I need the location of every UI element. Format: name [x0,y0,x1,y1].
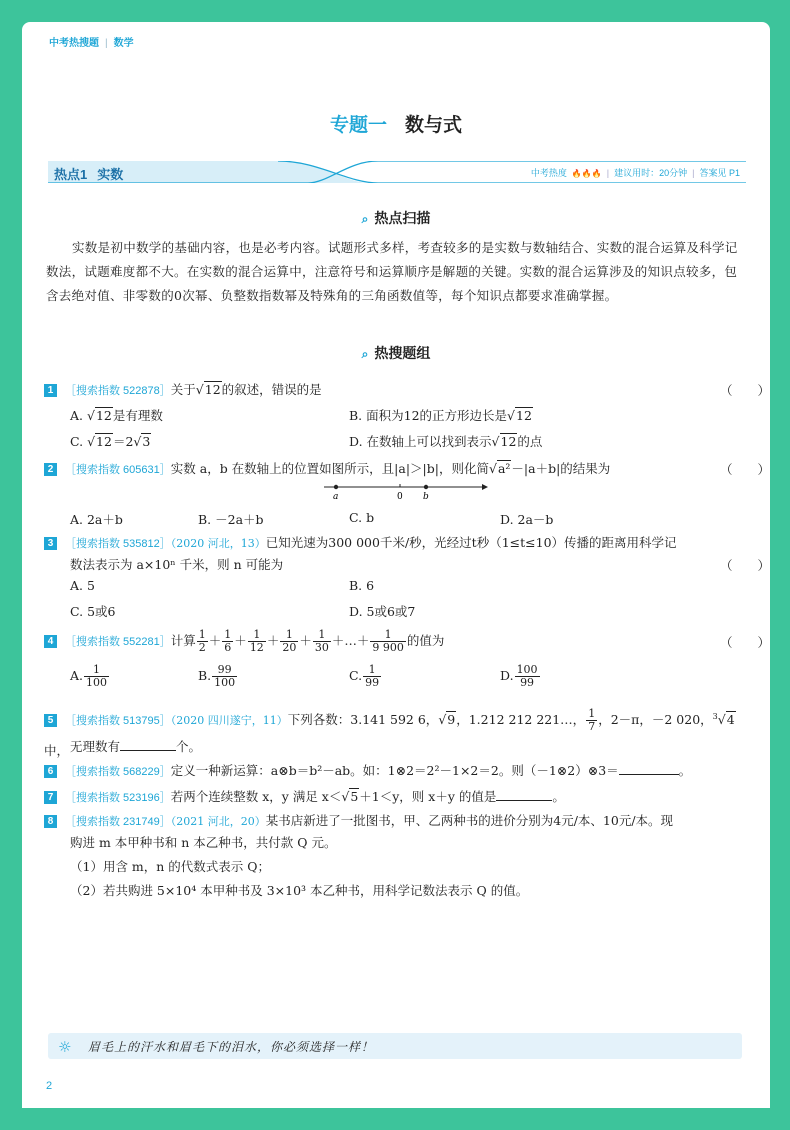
fraction [248,629,266,654]
question-3 [44,532,744,555]
stem-text: 关于 [170,382,196,397]
flame-icon: 🔥🔥🔥 [571,169,602,178]
section-group-title: 热搜题组 [374,345,431,361]
question-number: 4 [44,635,57,648]
hotspot-title [54,164,133,183]
denominator: 20 [282,641,297,654]
option-text: C. [70,434,88,449]
option-text: 的点 [517,434,543,449]
page [22,22,770,1108]
option-text: D. 在数轴上可以找到表示 [349,434,492,449]
numerator: 1 [588,707,596,721]
question-5: 5 ［搜索指数 513795］（2020 四川遂宁，11）下列各数：3.141 592 6，√9，1.212 212 221…， $\frac{1}{7}$ ，2－π，－2 020，$^3$√4中， [44,707,735,759]
question-8-part1: （1）用含 m，n 的代数式表示 Q； [70,859,271,874]
denominator: 99 [365,676,380,689]
axis-label-b: b [423,492,429,502]
denominator: 12 [249,641,264,654]
stem-text: 定义一种新运算：a⊗b＝b²－ab。如：1⊗2＝2²－1×2＝2。则（－1⊗2）⊗3＝ [170,763,619,778]
topic-name: 数与式 [405,115,463,136]
numerator: 1 [248,629,266,642]
section-scan [22,208,770,228]
radicand: a² [497,461,511,476]
option-d: D. 5或6或7 [349,604,416,619]
denominator: 30 [314,641,329,654]
option-b [198,664,238,689]
subject-name: 数学 [113,38,134,49]
fraction [363,664,381,689]
stem-text: 。 [678,763,692,778]
option-text: A. [70,408,87,423]
question-number: 5 [44,714,57,727]
answer-paren: （ ） [720,635,771,650]
time-label: 建议用时：20分钟 [614,168,688,178]
question-3-line2: 数法表示为 a×10ⁿ 千米，则 n 可能为 [70,557,284,572]
radicand: 12 [96,434,112,449]
answer-paren: （ ） [720,558,771,573]
radicand: 12 [95,408,112,423]
answer-paren: （ ） [720,383,771,398]
quote-bar [48,1033,742,1059]
option-letter: B. [198,668,212,683]
sun-icon: ☼ [58,1038,72,1056]
option-a: A. √12是有理数 [70,408,163,423]
answer-blank[interactable] [496,800,552,801]
denominator: 6 [224,641,232,654]
option-d: D. 2a－b [500,512,554,527]
stem-text: 无理数有 [70,739,121,754]
radicand: 9 [447,712,456,728]
search-index: ［搜索指数 552281］ [65,636,171,648]
search-index: ［搜索指数 513795］ [65,715,171,728]
hotspot-label: 热点1 [54,167,88,182]
fraction [280,629,298,654]
stem-text: 的值为 [406,633,445,648]
option-text: B. 面积为12的正方形边长是 [349,408,508,423]
stem-text: 的叙述，错误的是 [221,382,322,397]
answer-paren: （ ） [720,462,771,477]
fraction [586,708,597,733]
topic-part: 专题一 [329,115,387,136]
question-4: 4 ［搜索指数 552281］计算 $\frac{1}{2}$ ＋ $\frac{1}{6}$ ＋ $\frac{1}{12}$ ＋ $\frac{1}{20}$ ＋ $\frac{1}{30}$ ＋…＋ $\frac{1}{9 900}$ 的值为 [44,626,444,657]
stem-text: ，1.212 212 221…， [456,712,586,728]
stem-text: 个。 [176,739,202,754]
stem-text: 。 [552,789,565,804]
search-index: ［搜索指数 568229］ [65,766,171,778]
question-2: 2 ［搜索指数 605631］实数 a，b 在数轴上的位置如图所示，且|a|＞|b|，则化简√a²－|a＋b|的结果为 [44,458,610,481]
numerator: 1 [313,629,331,642]
number-line [322,480,492,502]
source-tag: （2021 河北，20） [170,815,266,828]
series-name: 中考热搜题 [49,38,99,49]
fraction [84,664,109,689]
denominator: 2 [198,641,206,654]
stem-text: 某书店新进了一批图书，甲、乙两种书的进价分别为4元/本、10元/本。现 [265,813,674,828]
stem-text: 中， [44,743,70,759]
numerator: 1 [280,629,298,642]
question-number: 3 [44,537,57,550]
heat-label: 中考热度 [530,168,567,178]
stem-text: ＋1＜y，则 x＋y 的值是 [359,789,497,804]
question-8 [44,810,754,833]
option-letter: D. [500,668,514,683]
radicand: 12 [204,382,221,397]
question-8-part2: （2）若共购进 5×10⁴ 本甲种书及 3×10³ 本乙种书，用科学记数法表示 Q 的值。 [70,883,529,898]
fraction [313,629,331,654]
search-index: ［搜索指数 605631］ [65,464,171,476]
answer-blank[interactable] [120,750,176,751]
radicand: 3 [142,434,151,449]
question-8-line2: 购进 m 本甲种书和 n 本乙种书，共付款 Q 元。 [70,835,337,850]
question-number: 6 [44,765,57,778]
option-a: A. 2a＋b [70,512,123,527]
ellipsis-text: ＋…＋ [331,633,370,648]
radicand: 4 [726,712,735,728]
denominator: 100 [214,676,236,689]
fraction [370,629,406,654]
numerator: 99 [212,664,237,677]
numerator: 1 [224,628,232,641]
hotspot-meta: 中考热度 🔥🔥🔥 | 建议用时：20分钟 | 答案见 P1 [530,168,740,178]
option-a [70,664,110,689]
option-letter: A. [70,668,84,683]
option-b: B. －2a＋b [198,512,264,527]
option-c: C. b [349,510,375,525]
radicand: 12 [516,408,532,423]
search-index: ［搜索指数 231749］ [65,816,171,828]
source-tag: （2020 四川遂宁，11） [170,714,288,728]
stem-text: －|a＋b|的结果为 [511,461,611,476]
search-index: ［搜索指数 522878］ [65,385,171,397]
question-number: 2 [44,463,57,476]
stem-text: 若两个连续整数 x，y 满足 x＜ [170,789,342,804]
option-a: A. 5 [70,578,95,593]
option-c: C. 5或6 [70,604,116,619]
fraction [515,664,540,689]
denominator: 99 [520,676,535,689]
option-b: B. 面积为12的正方形边长是√12 [349,408,532,423]
denominator: 100 [86,676,108,689]
magnifier-icon: ⌕ [361,347,369,361]
topic-title [22,110,770,137]
stem-text: 下列各数：3.141 592 6， [287,712,439,728]
option-d: D. 在数轴上可以找到表示√12的点 [349,434,543,449]
intro-paragraph: 实数是初中数学的基础内容，也是必考内容。试题形式多样，考查较多的是实数与数轴结合、实数的混合运算及科学记数法，试题难度都不大。在实数的混合运算中，注意符号和运算顺序是解题的关键。实数的混合运算涉及的知识点较多，包含去绝对值、非零数的0次幂、负整数指数幂及特殊角的三角函数值等，每个知识点都要求准确掌握。 [46,240,738,303]
fraction [197,629,208,654]
hotspot-name: 实数 [97,167,124,182]
stem-text: 实数 a，b 在数轴上的位置如图所示，且|a|＞|b|，则化简 [170,461,489,476]
numerator: 1 [370,629,406,642]
question-6 [44,760,691,783]
page-number: 2 [46,1080,53,1092]
section-group [22,343,770,363]
magnifier-icon: ⌕ [361,212,369,226]
fraction [212,664,237,689]
option-c [349,664,382,689]
question-number: 1 [44,384,57,397]
denominator: 7 [588,720,596,734]
option-d [500,664,541,689]
option-letter: C. [349,668,363,683]
numerator: 1 [84,664,109,677]
option-text: ＝2 [112,434,134,449]
numerator: 100 [516,663,538,676]
question-number: 7 [44,791,57,804]
numerator: 1 [198,628,206,641]
axis-label-zero: 0 [397,492,403,502]
quote-text: 眉毛上的汗水和眉毛下的泪水，你必须选择一样！ [88,1040,375,1054]
search-index: ［搜索指数 523196］ [65,792,171,804]
hotspot-bar [48,161,746,183]
fraction [222,629,233,654]
radicand: 5 [350,789,359,804]
numerator: 1 [363,664,381,677]
section-scan-title: 热点扫描 [374,210,431,226]
option-text: 是有理数 [112,408,163,423]
question-number: 8 [44,815,57,828]
running-header: 中考热搜题 | 数学 [49,38,134,49]
search-index: ［搜索指数 535812］ [65,538,171,550]
option-b: B. 6 [349,578,375,593]
answer-ref: 答案见 P1 [699,168,740,178]
option-c: C. √12＝2√3 [70,434,151,449]
question-7: 7 ［搜索指数 523196］若两个连续整数 x，y 满足 x＜√5＋1＜y，则 x＋y 的值是 。 [44,786,565,809]
stem-text: 已知光速为300 000千米/秒，光经过t秒（1≤t≤10）传播的距离用科学记 [265,535,677,550]
radicand: 12 [500,434,517,449]
stem-text: ，2－π，－2 020， [598,712,713,728]
denominator: 9 900 [372,641,404,654]
axis-label-a: a [333,492,339,502]
question-1: 1 ［搜索指数 522878］关于√12的叙述，错误的是 [44,379,322,402]
answer-blank[interactable] [619,774,679,775]
source-tag: （2020 河北，13） [170,537,266,550]
stem-text: 计算 [170,633,196,648]
question-5-line2 [70,736,201,758]
